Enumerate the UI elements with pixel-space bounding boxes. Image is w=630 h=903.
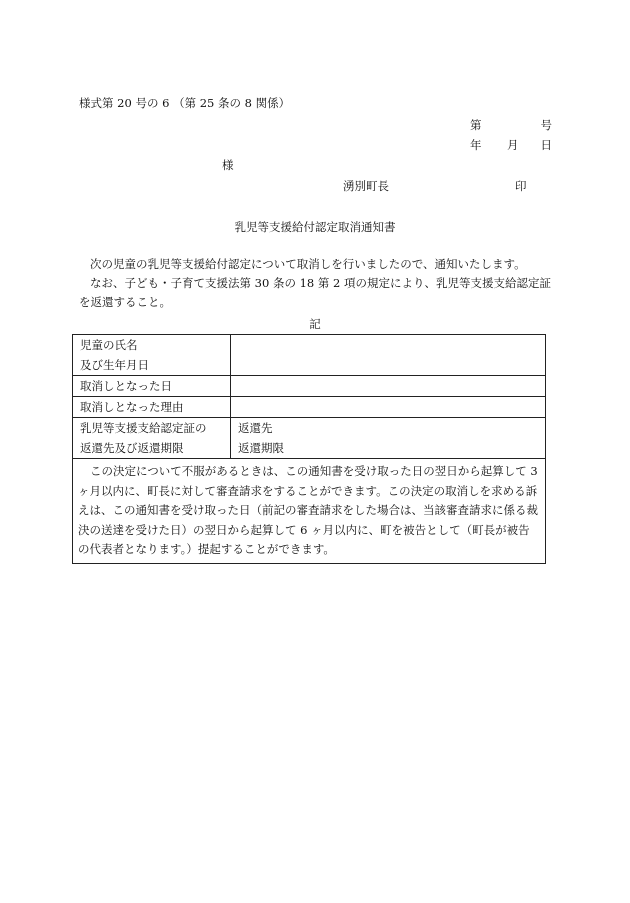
info-table <box>72 334 546 564</box>
table-row-return <box>73 418 546 459</box>
document-number <box>470 120 552 132</box>
table-row-cancel-date <box>73 376 546 397</box>
return-label-cell <box>73 418 231 459</box>
ki-heading: 記 <box>309 317 321 331</box>
form-number: 様式第 20 号の 6 （第 25 条の 8 関係） <box>79 96 291 110</box>
cancel-reason-label: 取消しとなった理由 <box>73 397 231 418</box>
document-title: 乳児等支援給付認定取消通知書 <box>234 220 396 234</box>
addressee: 様 <box>222 158 234 172</box>
document-date <box>470 140 552 152</box>
document-number-suffix: 号 <box>540 118 552 132</box>
body-paragraph-1: 次の児童の乳児等支援給付認定について取消しを行いましたので、通知いたします。 <box>90 257 526 271</box>
body-paragraph-2: なお、子ども・子育て支援法第 30 条の 18 第 2 項の規定により、乳児等支援支給認定証を返還すること。 <box>79 276 552 309</box>
child-label-line2: 及び生年月日 <box>80 358 149 372</box>
table-row-child <box>73 335 546 376</box>
date-year: 年 <box>470 138 482 152</box>
child-label-line1: 児童の氏名 <box>80 338 138 352</box>
table-row-notice <box>73 459 546 564</box>
return-label-line1: 乳児等支援支給認定証の <box>80 421 207 435</box>
cancel-reason-value-cell <box>231 397 546 418</box>
seal-mark: 印 <box>515 179 527 193</box>
cancel-date-label: 取消しとなった日 <box>73 376 231 397</box>
table-row-cancel-reason <box>73 397 546 418</box>
appeal-notice: この決定について不服があるときは、この通知書を受け取った日の翌日から起算して 3 ヶ月以内に、町長に対して審査請求をすることができます。この決定の取消しを求める訴えは、この通知書を受け取った日（前記の審査請求をした場合は、当該審査請求に係る裁決の送達を受けた日）の翌日から起算して 6 ヶ月以内に、町を被告として（町長が被告の代表者となります。）提起することができます。 <box>73 459 546 564</box>
date-month: 月 <box>507 138 519 152</box>
return-destination-label: 返還先 <box>238 421 273 435</box>
return-label-line2: 返還先及び返還期限 <box>80 441 184 455</box>
document-number-prefix: 第 <box>470 118 482 132</box>
body-text <box>79 255 551 312</box>
child-label-cell <box>73 335 231 376</box>
issuer: 湧別町長 <box>343 179 389 193</box>
date-day: 日 <box>540 138 552 152</box>
return-value-cell <box>231 418 546 459</box>
cancel-date-value-cell <box>231 376 546 397</box>
return-deadline-label: 返還期限 <box>238 441 284 455</box>
child-value-cell <box>231 335 546 376</box>
